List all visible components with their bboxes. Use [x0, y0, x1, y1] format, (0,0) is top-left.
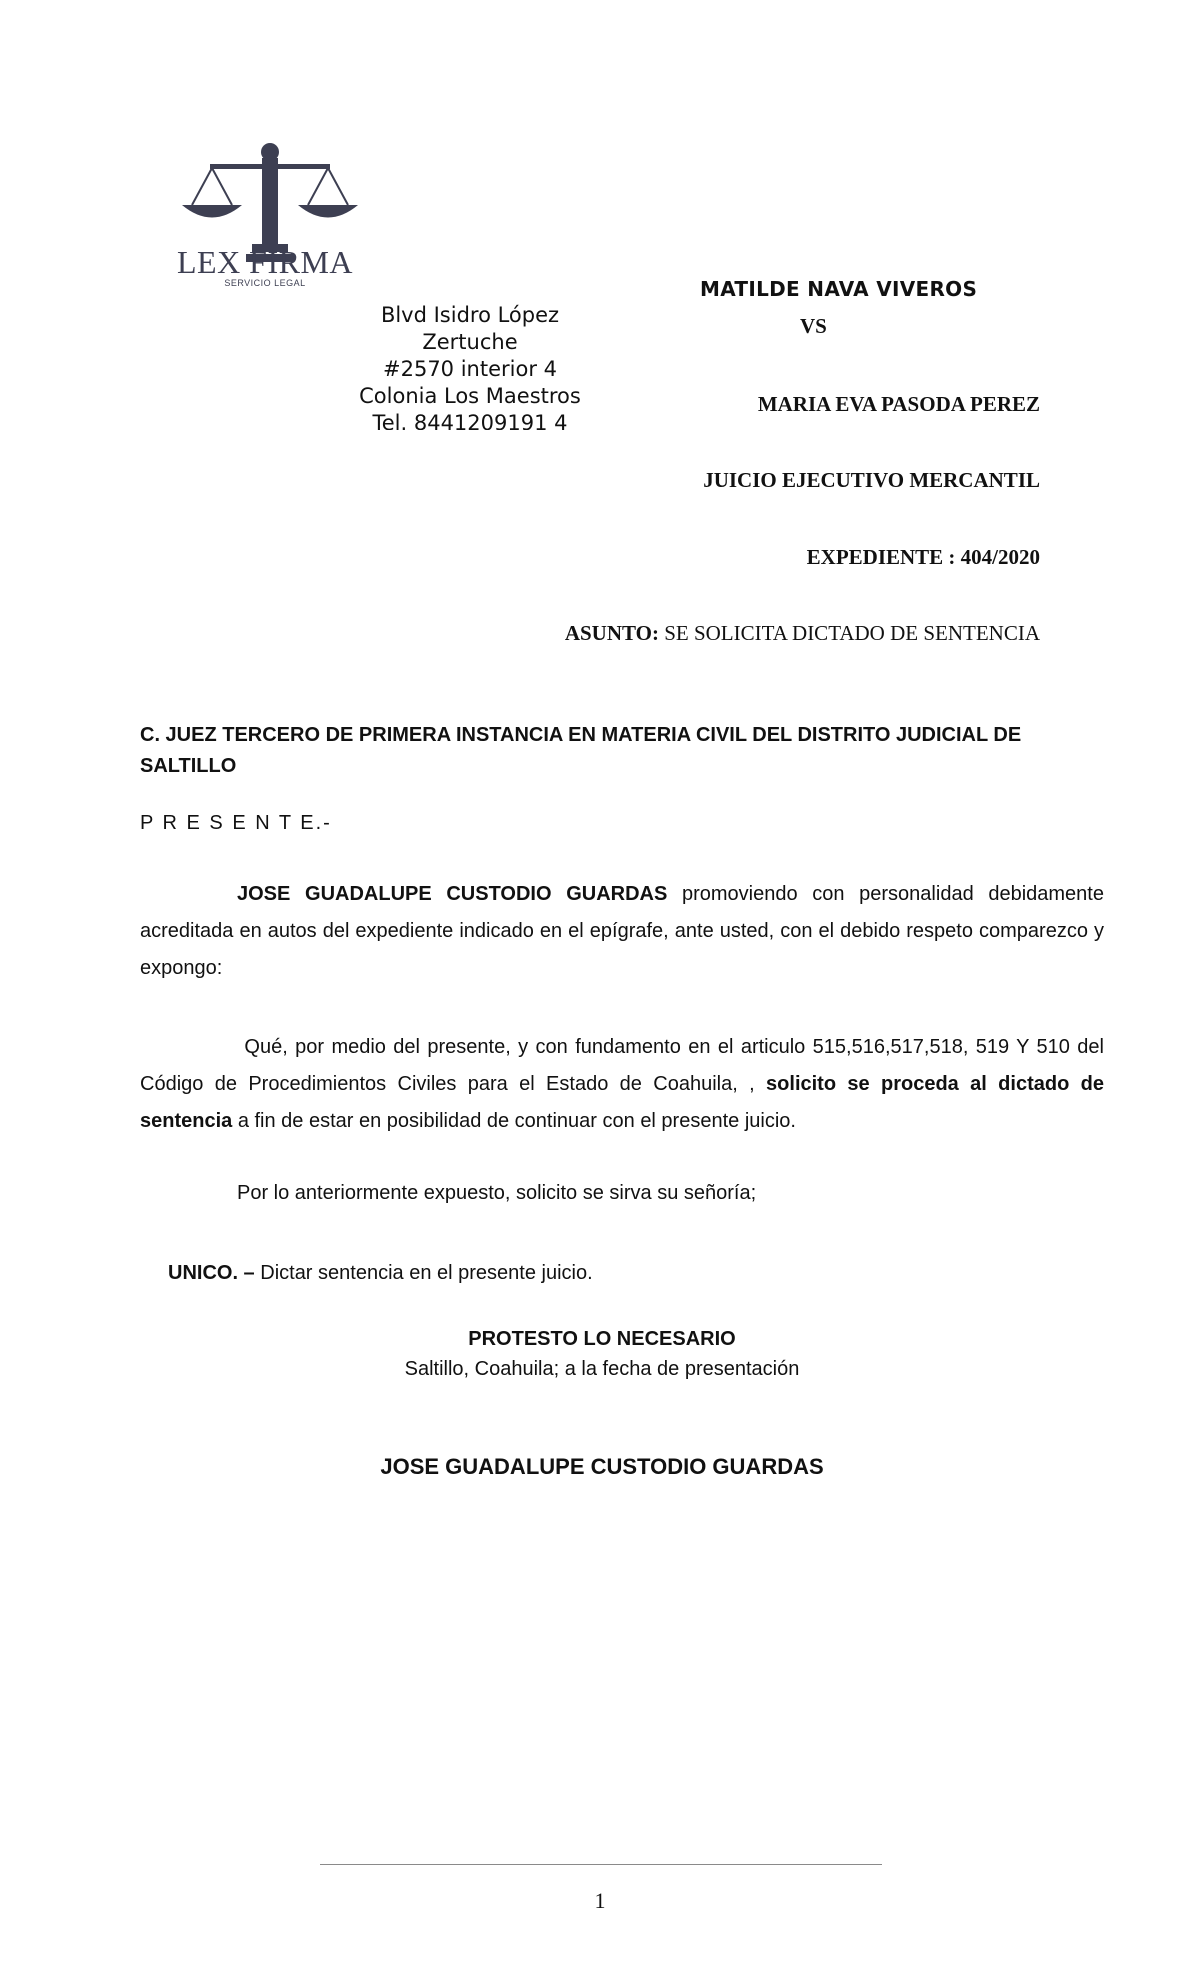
address-line: #2570 interior 4: [383, 357, 557, 381]
paragraph-bold: solicito se proceda al dictado de sentencia: [140, 1073, 1104, 1132]
subject-label: ASUNTO:: [564, 621, 659, 645]
plaintiff-name: MATILDE NAVA VIVEROS: [700, 277, 978, 301]
paragraph-closing: [140, 1175, 1104, 1212]
paragraph-text: Por lo anteriormente expuesto, solicito se sirva su señoría;: [237, 1182, 757, 1204]
presente-line: P R E S E N T E.-: [140, 812, 332, 834]
protesto-heading: PROTESTO LO NECESARIO: [468, 1328, 736, 1350]
subject-line: [565, 621, 1040, 646]
defendant-name: MARIA EVA PASODA PEREZ: [757, 392, 1040, 416]
place-date: Saltillo, Coahuila; a la fecha de presentación: [404, 1358, 800, 1380]
signature-name: JOSE GUADALUPE CUSTODIO GUARDAS: [380, 1454, 824, 1479]
paragraph-request: [140, 1029, 1104, 1140]
address-line: Tel. 8441209191 4: [372, 411, 568, 430]
paragraph-intro: [140, 876, 1104, 987]
paragraph-text: a fin de estar en posibilidad de continuar con el presente juicio.: [232, 1110, 796, 1132]
case-type: JUICIO EJECUTIVO MERCANTIL: [703, 468, 1040, 492]
logo-title: LEX FIRMA: [176, 244, 354, 280]
paragraph-text: promoviendo con personalidad debidamente acreditada en autos del expediente indicado en el epígrafe, ante usted, con el debido respeto comparezco y expongo:: [140, 883, 1104, 979]
address-line: Zertuche: [422, 330, 518, 354]
address-line: Blvd Isidro López: [380, 303, 560, 327]
addressee: C. JUEZ TERCERO DE PRIMERA INSTANCIA EN MATERIA CIVIL DEL DISTRITO JUDICIAL DE SALTILLO: [140, 724, 1022, 777]
page-number: 1: [594, 1888, 606, 1913]
address-line: Colonia Los Maestros: [359, 384, 581, 408]
promoter-name: JOSE GUADALUPE CUSTODIO GUARDAS: [237, 883, 668, 905]
versus-label: VS: [800, 314, 827, 338]
address-block: [320, 302, 620, 430]
footer-divider: [320, 1864, 882, 1865]
case-number: EXPEDIENTE : 404/2020: [806, 545, 1040, 569]
petition-label: UNICO. –: [168, 1262, 255, 1284]
subject-text: SE SOLICITA DICTADO DE SENTENCIA: [658, 621, 1040, 645]
logo-subtitle: SERVICIO LEGAL: [224, 278, 306, 288]
petition-item: [168, 1262, 593, 1285]
petition-text: Dictar sentencia en el presente juicio.: [254, 1262, 593, 1284]
paragraph-text: Qué, por medio del presente, y con fundamento en el articulo 515,516,517,518, 519 Y 510 del Código de Procedimientos Civiles para el Estado de Coahuila, ,: [140, 1036, 1104, 1095]
